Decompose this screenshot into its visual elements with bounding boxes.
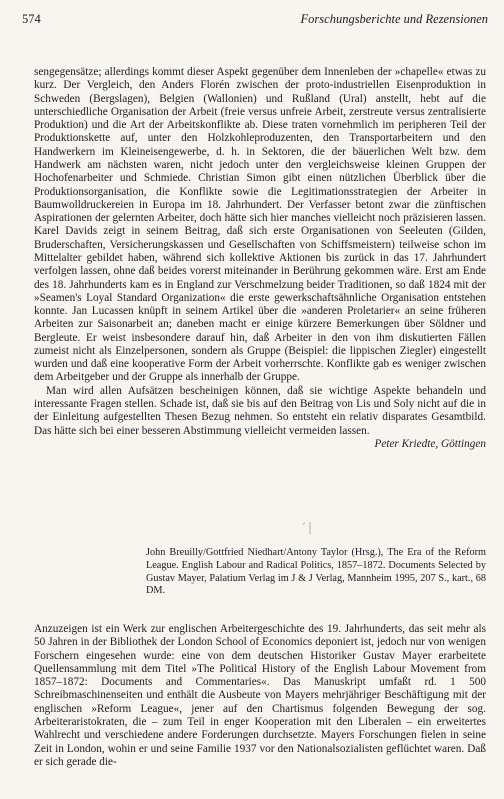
new-review: [34, 623, 486, 769]
citation-text: John Breuilly/Gottfried Niedhart/Antony Taylor (Hrsg.), The Era of the Reform League. English Labour and Radical Politics, 1857–1872. Documents Selected by Gustav Mayer, Palatium Verlag im J & J Verlag, Mannheim 1995, 207 S., kart., 68 DM.: [146, 547, 486, 597]
page-number: 574: [22, 12, 41, 26]
book-citation: [146, 547, 486, 598]
running-title: Forschungsberichte und Rezensionen: [300, 12, 488, 26]
reviewer-signature: Peter Kriedte, Göttingen: [374, 437, 486, 450]
pencil-mark: [300, 520, 316, 536]
review-continuation: [34, 66, 486, 451]
page-header: [22, 12, 488, 30]
review-paragraph: Man wird allen Aufsätzen bescheinigen können, daß sie wichtige Aspekte behandeln und interessante Fragen stellen. Schade ist, daß sie bis auf den Beitrag von Lis und Soly nicht auf die in der Einleitung aufgestellten Thesen Bezug nehmen. So entsteht ein relativ disparates Gesamtbild. Das hätte sich bei einer besseren Abstimmung vielleicht vermeiden lassen.: [34, 384, 486, 437]
review-paragraph: sengegensätze; allerdings kommt dieser Aspekt gegenüber dem Innenleben der »chapelle« etwas zu kurz. Der Vergleich, den Anders Florén zwischen der proto-industriellen Eisenproduktion in Schweden (Bergslagen), Belgien (Wallonien) und Rußland (Ural) anstellt, hebt auf die unterschiedliche Organisation der Arbeit (freie versus unfreie Arbeit, zerstreute versus zentralisierte Produktion) und die Art der Arbeitskonflikte ab. Diese traten vornehmlich im peripheren Teil der Produktionskette auf, unter den Holzkohleproduzenten, den Transportarbeitern und den Handwerkern im Kleineisengewerbe, d. h. in Sektoren, die der bäuerlichen Welt bzw. dem Handwerk am nächsten waren, nicht jedoch unter den vergleichsweise kleinen Gruppen der Hochofenarbeiter und Schmiede. Christian Simon gibt einen nützlichen Überblick über die Produktionsorganisation, die Konflikte sowie die Legitimationsstrategien der Arbeiter in Baumwolldruckereien in Europa im 18. Jahrhundert. Der Verfasser betont zwar die zünftischen Aspirationen der gelernten Arbeiter, doch hätte sich hier manches vielleicht noch präzisieren lassen. Karel Davids zeigt in seinem Beitrag, daß sich erste Organisationen von Seeleuten (Gilden, Bruderschaften, Versicherungskassen und Gesellschaften von Schiffsmeistern) teilweise schon im Mittelalter gebildet haben, während sich kollektive Aktionen bis zurück in das 17. Jahrhundert verfolgen lassen, ohne daß beides vorerst miteinander in Berührung gekommen wäre. Erst am Ende des 18. Jahrhunderts kam es in England zur Verschmelzung beider Traditionen, so daß 1824 mit der »Seamen's Loyal Standard Organization« die erste gewerkschaftsähnliche Organisation entstehen konnte. Jan Lucassen knüpft in seinem Artikel über die »anderen Proletarier« an seine früheren Arbeiten zur Saisonarbeit an; daneben macht er einige kürzere Bemerkungen über Söldner und Bergleute. Er weist insbesondere darauf hin, daß Arbeiter in den von ihm diskutierten Fällen zumeist nicht als Einzelpersonen, sondern als Gruppe (Beispiel: die lippischen Ziegler) eingestellt wurden und daß eine kooperative Form der Arbeit vorherrschte. Konflikte gab es weniger zwischen dem Arbeitgeber und der Gruppe als innerhalb der Gruppe.: [34, 66, 486, 384]
review-paragraph: Anzuzeigen ist ein Werk zur englischen Arbeitergeschichte des 19. Jahrhunderts, das seit mehr als 50 Jahren in der Bibliothek der London School of Economics deponiert ist, jedoch nur von wenigen Forschern eingesehen wurde: eine von dem deutschen Historiker Gustav Mayer erarbeitete Quellensammlung mit dem Titel »The Political History of the English Labour Movement from 1857–1872: Documents and Commentaries«. Das Manuskript umfaßt rd. 1 500 Schreibmaschinenseiten und enthält die Ausbeute von Mayers mehrjähriger Beschäftigung mit der englischen »Reform League«, jener auf den Chartismus folgenden Bewegung der sog. Arbeiteraristokraten, die – zum Teil in enger Kooperation mit den Liberalen – ein erweitertes Wahlrecht und verschiedene andere Forderungen durchsetzte. Mayers Forschungen fielen in seine Zeit in London, wohin er und seine Familie 1937 vor den Nationalsozialisten geflüchtet waren. Daß er sich gerade die-: [34, 623, 486, 768]
